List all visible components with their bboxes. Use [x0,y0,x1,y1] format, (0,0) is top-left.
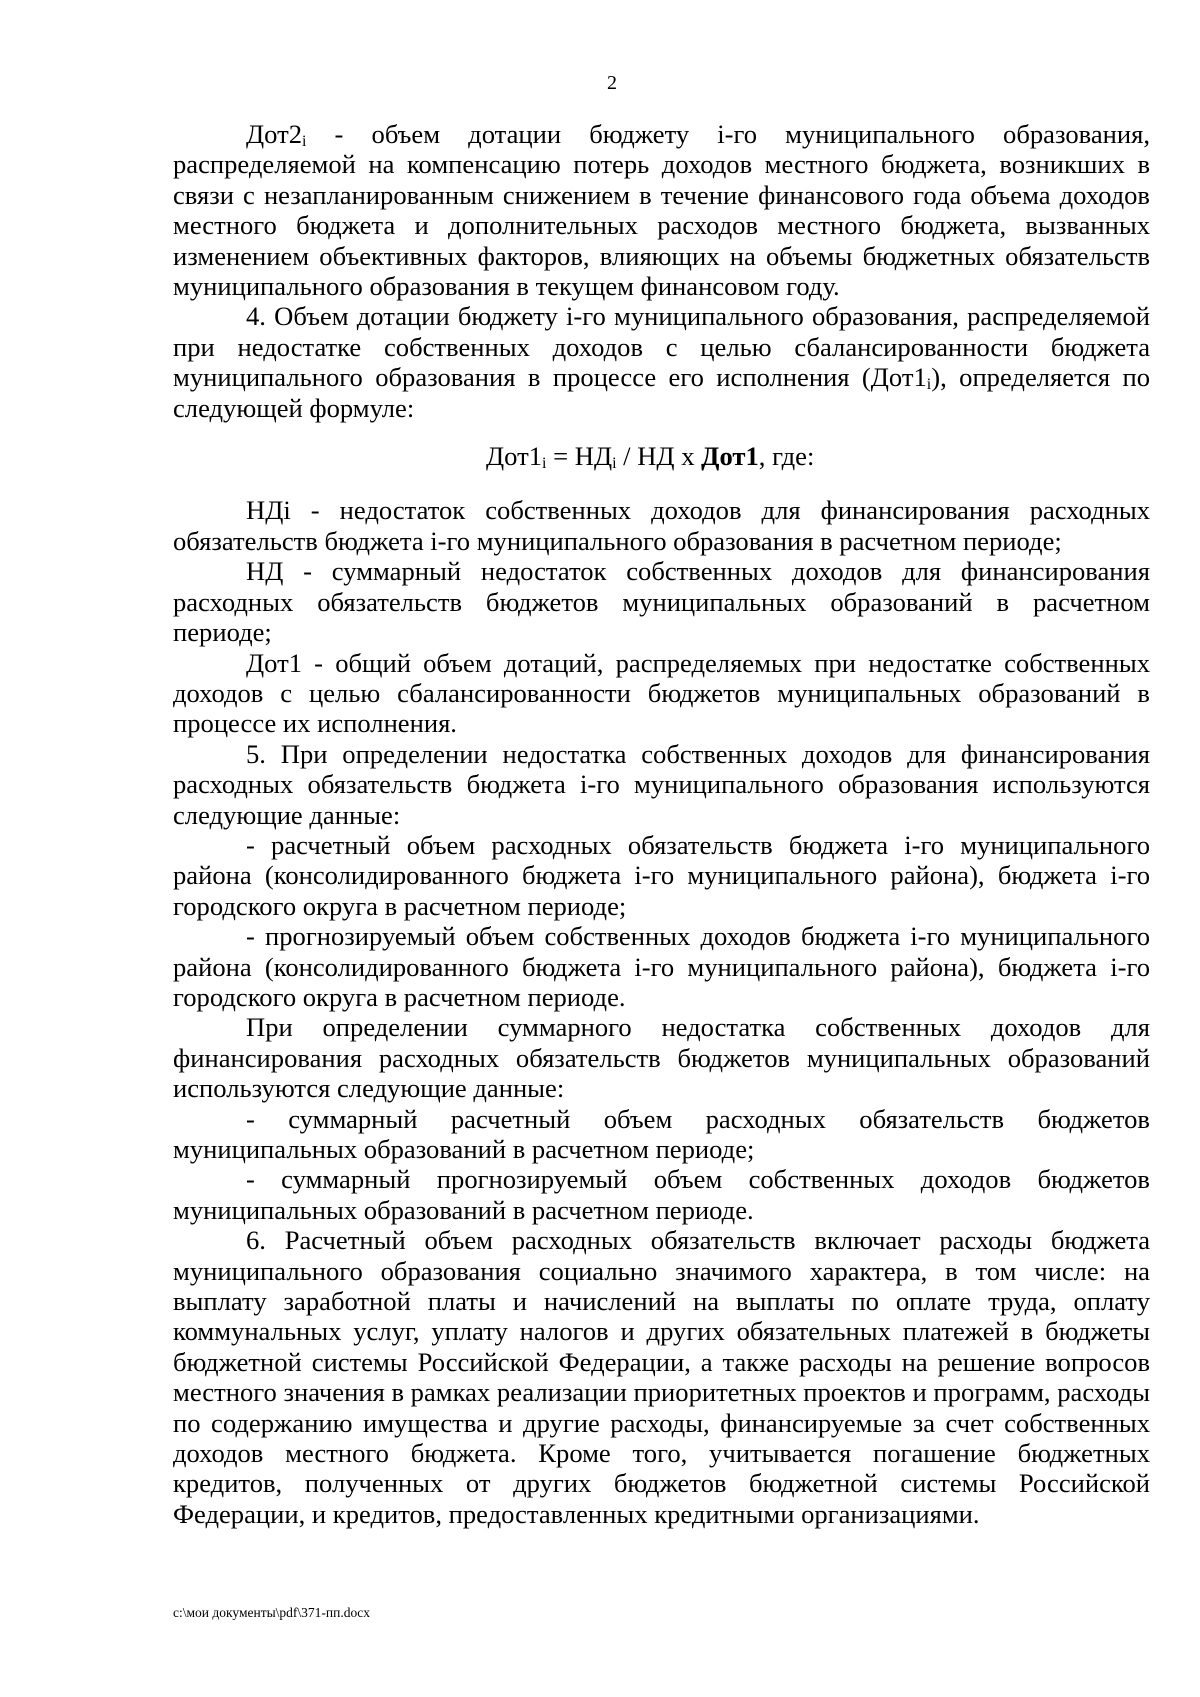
paragraph-total-shortfall: При определении суммарного недостатка собственных доходов для финансирования расходных обязательств бюджетов муниципальных образований используются следующие данные: [173,1012,1150,1104]
formula-lhs: Дот1 [486,441,543,472]
paragraph-nd-definition: НД - суммарный недостаток собственных доходов для финансирования расходных обязательств бюджетов муниципальных образований в расчетном периоде; [173,556,1150,648]
page-number: 2 [607,72,617,94]
formula-nd-subscript: i [612,455,617,473]
list-item-total-expenses: - суммарный расчетный объем расходных обязательств бюджетов муниципальных образований в расчетном периоде; [173,1103,1150,1164]
dot2-term: Дот2 [246,119,303,149]
paragraph-item-6: 6. Расчетный объем расходных обязательств включает расходы бюджета муниципального образования социально значимого характера, в том числе: на выплату заработной платы и начислений на выплаты по оплате труда, оплату коммунальных услуг, уплату налогов и других обязательных платежей в бюджеты бюджетной системы Российской Федерации, а также расходы на решение вопросов местного значения в рамках реализации приоритетных проектов и программ, расходы по содержанию имущества и другие расходы, финансируемые за счет собственных доходов местного бюджета. Кроме того, учитывается погашение бюджетных кредитов, полученных от других бюджетов бюджетной системы Российской Федерации, и кредитов, предоставленных кредитными организациями. [173,1225,1150,1529]
list-item-expenses: - расчетный объем расходных обязательств бюджета i-го муниципального района (консолидированного бюджета i-го муниципального района), бюджета i-го городского округа в расчетном периоде; [173,829,1150,921]
item-4-text: 4. Объем дотации бюджету i-го муниципального образования, распределяемой при недостатке собственных доходов с целью сбалансированности бюджета муниципального образования в процессе его исполнения (Дот1 [173,301,1150,393]
formula-mid: / НД х [616,441,702,472]
formula-rhs: Дот1 [701,441,759,472]
list-item-income: - прогнозируемый объем собственных доходов бюджета i-го муниципального района (консолидированного бюджета i-го муниципального района), бюджета i-го городского округа в расчетном периоде. [173,921,1150,1012]
list-item-total-income: - суммарный прогнозируемый объем собственных доходов бюджетов муниципальных образований в расчетном периоде. [173,1164,1150,1225]
dot2-text: - объем дотации бюджету i-го муниципального образования, распределяемой на компенсацию потерь доходов местного бюджета, возникших в связи с незапланированным снижением в течение финансового года объема доходов местного бюджета и дополнительных расходов местного бюджета, вызванных изменением объективных факторов, влияющих на объемы бюджетных обязательств муниципального образования в текущем финансовом году. [173,119,1150,302]
formula [173,441,1150,471]
item-4-subscript: i [926,376,932,394]
formula-tail: , где: [758,441,815,472]
paragraph-item-5: 5. При определении недостатка собственных доходов для финансирования расходных обязательств бюджета i-го муниципального образования используются следующие данные: [173,738,1150,830]
footer-file-path: c:\мои документы\pdf\371-пп.docx [173,1605,370,1620]
formula-lhs-subscript: i [542,455,547,473]
dot2-subscript: i [302,133,307,150]
document-body [173,119,1150,1529]
paragraph-ndi-definition: НДi - недостаток собственных доходов для финансирования расходных обязательств бюджета i-го муниципального образования в расчетном периоде; [173,495,1150,556]
paragraph-dot2-definition [173,119,1150,301]
item-4-end: ), определяется по следующей формуле: [173,362,1150,423]
paragraph-dot1-definition: Дот1 - общий объем дотаций, распределяемых при недостатке собственных доходов с целью сбалансированности бюджетов муниципальных образований в процессе их исполнения. [173,647,1150,739]
formula-eq: = НД [546,441,613,472]
paragraph-item-4 [173,301,1150,423]
